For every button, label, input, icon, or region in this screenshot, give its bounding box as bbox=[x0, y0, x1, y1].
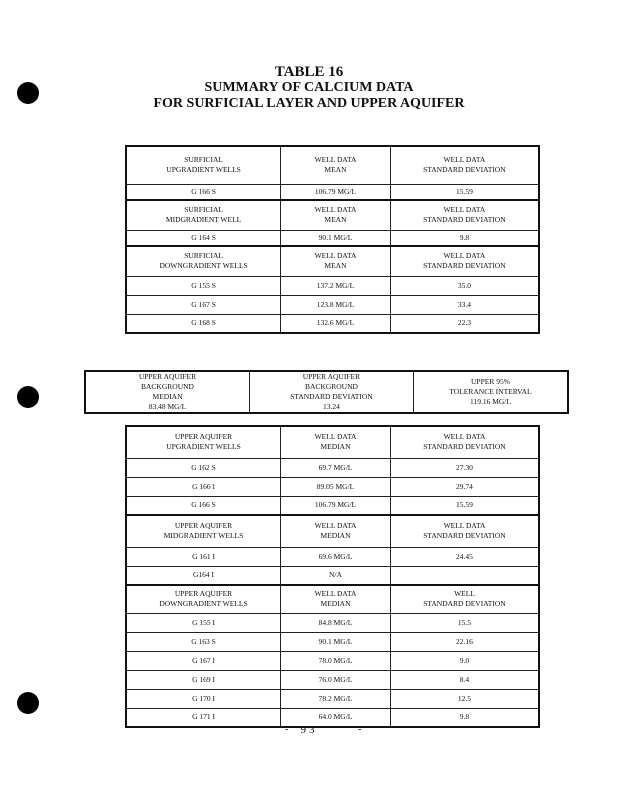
value-cell: 84.8 MG/L bbox=[281, 613, 391, 632]
well-id-cell: G 170 I bbox=[126, 689, 281, 708]
value-cell: 76.0 MG/L bbox=[281, 670, 391, 689]
value-cell: 69.7 MG/L bbox=[281, 458, 391, 477]
stddev-cell bbox=[390, 566, 539, 585]
well-id-cell: G 169 I bbox=[126, 670, 281, 689]
stddev-cell: 15.59 bbox=[390, 184, 539, 200]
stddev-cell: 9.0 bbox=[390, 651, 539, 670]
table-row bbox=[126, 613, 539, 632]
well-id-cell: G 163 S bbox=[126, 632, 281, 651]
background-stddev-cell bbox=[249, 371, 413, 413]
stddev-cell: 8.4 bbox=[390, 670, 539, 689]
upper-midgradient-header-row bbox=[126, 515, 539, 547]
table-row bbox=[126, 632, 539, 651]
table-row bbox=[126, 566, 539, 585]
value-cell: 90.1 MG/L bbox=[281, 230, 391, 246]
surficial-midgradient-header-row bbox=[126, 200, 539, 230]
background-line: TOLERANCE INTERVAL bbox=[449, 387, 532, 396]
surficial-upgradient-header-cell: WELL DATA STANDARD DEVIATION bbox=[390, 146, 539, 184]
value-cell: 64.0 MG/L bbox=[281, 708, 391, 727]
well-id-cell: G 171 I bbox=[126, 708, 281, 727]
stddev-cell: 33.4 bbox=[390, 295, 539, 314]
table-row bbox=[126, 184, 539, 200]
stddev-cell: 35.0 bbox=[390, 276, 539, 295]
surficial-upgradient-header-cell: SURFICIAL UPGRADIENT WELLS bbox=[126, 146, 281, 184]
stddev-cell: 15.5 bbox=[390, 613, 539, 632]
value-cell: 106.79 MG/L bbox=[281, 496, 391, 515]
stddev-cell: 22.3 bbox=[390, 314, 539, 333]
upper-upgradient-header-row bbox=[126, 426, 539, 458]
table-row bbox=[126, 458, 539, 477]
upper-upgradient-header-cell: WELL DATA MEDIAN bbox=[281, 426, 391, 458]
tolerance-interval-cell bbox=[413, 371, 568, 413]
upper-midgradient-header-cell: UPPER AQUIFER MIDGRADIENT WELLS bbox=[126, 515, 281, 547]
background-median-cell bbox=[85, 371, 249, 413]
table-row bbox=[126, 670, 539, 689]
upper-downgradient-header-row bbox=[126, 585, 539, 613]
value-cell: 89.05 MG/L bbox=[281, 477, 391, 496]
stddev-cell: 24.45 bbox=[390, 547, 539, 566]
upper-upgradient-header-cell: WELL DATA STANDARD DEVIATION bbox=[390, 426, 539, 458]
upper-downgradient-header-cell: UPPER AQUIFER DOWNGRADIENT WELLS bbox=[126, 585, 281, 613]
table-subtitle: SUMMARY OF CALCIUM DATA bbox=[204, 80, 414, 95]
table-row bbox=[126, 230, 539, 246]
table-row bbox=[126, 496, 539, 515]
value-cell: 90.1 MG/L bbox=[281, 632, 391, 651]
well-id-cell: G 162 S bbox=[126, 458, 281, 477]
value-cell: 137.2 MG/L bbox=[281, 276, 391, 295]
table-row bbox=[126, 689, 539, 708]
well-id-cell: G 161 I bbox=[126, 547, 281, 566]
well-id-cell: G 155 S bbox=[126, 276, 281, 295]
value-cell: 78.0 MG/L bbox=[281, 651, 391, 670]
well-id-cell: G 166 S bbox=[126, 496, 281, 515]
value-cell: 78.2 MG/L bbox=[281, 689, 391, 708]
table-row bbox=[126, 477, 539, 496]
surficial-upgradient-header-row bbox=[126, 146, 539, 184]
background-summary-table bbox=[84, 370, 569, 414]
background-line: 83.48 MG/L bbox=[148, 402, 187, 411]
well-id-cell: G 168 S bbox=[126, 314, 281, 333]
surficial-downgradient-header-row bbox=[126, 246, 539, 276]
surficial-midgradient-header-cell: WELL DATA STANDARD DEVIATION bbox=[390, 200, 539, 230]
table-row bbox=[126, 651, 539, 670]
binder-hole-bottom bbox=[17, 692, 39, 714]
well-id-cell: G 155 I bbox=[126, 613, 281, 632]
table-row bbox=[126, 314, 539, 333]
table-title: TABLE 16 bbox=[274, 64, 344, 80]
value-cell: 69.6 MG/L bbox=[281, 547, 391, 566]
background-line: 119.16 MG/L bbox=[469, 397, 511, 406]
surficial-table bbox=[125, 145, 540, 334]
surficial-downgradient-header-cell: WELL DATA MEAN bbox=[281, 246, 391, 276]
surficial-downgradient-header-cell: WELL DATA STANDARD DEVIATION bbox=[390, 246, 539, 276]
well-id-cell: G 167 S bbox=[126, 295, 281, 314]
stddev-cell: 9.8 bbox=[390, 230, 539, 246]
table-row bbox=[126, 276, 539, 295]
upper-midgradient-header-cell: WELL DATA MEDIAN bbox=[281, 515, 391, 547]
background-line: STANDARD DEVIATION bbox=[290, 392, 373, 401]
value-cell: 123.8 MG/L bbox=[281, 295, 391, 314]
upper-upgradient-header-cell: UPPER AQUIFER UPGRADIENT WELLS bbox=[126, 426, 281, 458]
surficial-upgradient-header-cell: WELL DATA MEAN bbox=[281, 146, 391, 184]
well-id-cell: G 164 S bbox=[126, 230, 281, 246]
table-row bbox=[126, 295, 539, 314]
stddev-cell: 15.59 bbox=[390, 496, 539, 515]
surficial-downgradient-header-cell: SURFICIAL DOWNGRADIENT WELLS bbox=[126, 246, 281, 276]
stddev-cell: 9.8 bbox=[390, 708, 539, 727]
well-id-cell: G164 I bbox=[126, 566, 281, 585]
background-line: BACKGROUND bbox=[304, 382, 358, 391]
upper-aquifer-table bbox=[125, 425, 540, 728]
stddev-cell: 27.30 bbox=[390, 458, 539, 477]
table-row bbox=[126, 547, 539, 566]
surficial-midgradient-header-cell: WELL DATA MEAN bbox=[281, 200, 391, 230]
stddev-cell: 22.16 bbox=[390, 632, 539, 651]
background-line: 13.24 bbox=[323, 402, 340, 411]
value-cell: N/A bbox=[281, 566, 391, 585]
surficial-midgradient-header-cell: SURFICIAL MIDGRADIENT WELL bbox=[126, 200, 281, 230]
page-number: 93 bbox=[300, 724, 318, 736]
background-line: BACKGROUND bbox=[141, 382, 194, 391]
value-cell: 106.79 MG/L bbox=[281, 184, 391, 200]
value-cell: 132.6 MG/L bbox=[281, 314, 391, 333]
well-id-cell: G 167 I bbox=[126, 651, 281, 670]
binder-hole-middle bbox=[17, 386, 39, 408]
well-id-cell: G 166 I bbox=[126, 477, 281, 496]
page-dash-left: - bbox=[285, 724, 289, 735]
page-dash-right: - bbox=[358, 724, 362, 735]
upper-downgradient-header-cell: WELL DATA MEDIAN bbox=[281, 585, 391, 613]
well-id-cell: G 166 S bbox=[126, 184, 281, 200]
stddev-cell: 12.5 bbox=[390, 689, 539, 708]
stddev-cell: 29.74 bbox=[390, 477, 539, 496]
background-line: MEDIAN bbox=[152, 392, 183, 401]
upper-downgradient-header-cell: WELL STANDARD DEVIATION bbox=[390, 585, 539, 613]
background-line: UPPER AQUIFER bbox=[138, 372, 197, 381]
upper-midgradient-header-cell: WELL DATA STANDARD DEVIATION bbox=[390, 515, 539, 547]
background-line: UPPER 95% bbox=[470, 377, 510, 386]
table-subtitle-2: FOR SURFICIAL LAYER AND UPPER AQUIFER bbox=[153, 96, 465, 111]
background-line: UPPER AQUIFER bbox=[302, 372, 361, 381]
